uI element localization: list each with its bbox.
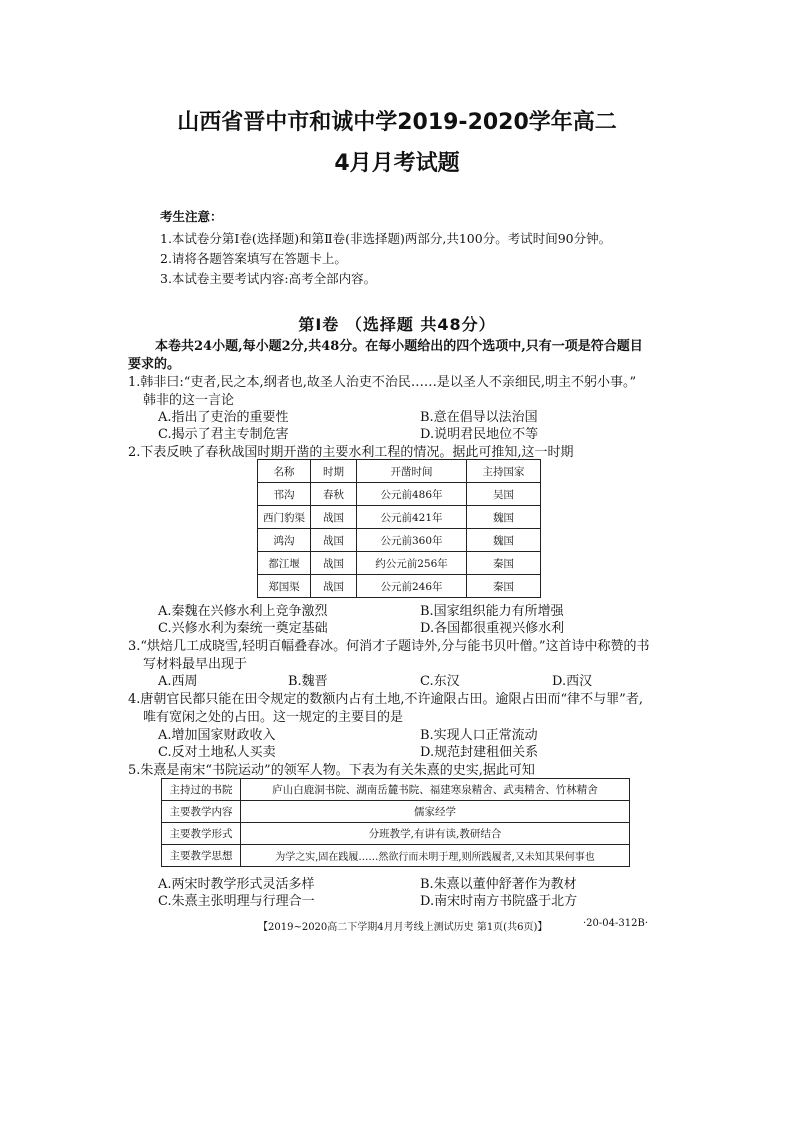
question-1-option-c: C.揭示了君主专制危害 bbox=[158, 427, 289, 442]
table-header: 开凿时间 bbox=[357, 460, 467, 483]
question-3-option-c: C.东汉 bbox=[420, 674, 460, 689]
question-3-option-d: D.西汉 bbox=[552, 674, 593, 689]
notice-heading: 考生注意： bbox=[160, 209, 223, 224]
water-projects-table bbox=[257, 459, 541, 598]
section-intro-cont: 要求的。 bbox=[128, 357, 181, 372]
question-5-option-b: B.朱熹以董仲舒著作为教材 bbox=[420, 877, 577, 892]
page-code: ·20-04-312B· bbox=[583, 918, 648, 929]
table-cell: 战国 bbox=[311, 575, 357, 598]
table-row bbox=[162, 779, 630, 801]
table-cell: 秦国 bbox=[467, 575, 541, 598]
table-cell: 公元前486年 bbox=[357, 483, 467, 506]
question-1-stem: 1.韩非曰:“吏者,民之本,纲者也,故圣人治吏不治民……是以圣人不亲细民,明主不躬小事。” bbox=[128, 375, 637, 390]
section-title: 第Ⅰ卷 （选择题 共48分） bbox=[298, 315, 496, 334]
table-cell: 约公元前256年 bbox=[357, 552, 467, 575]
notice-item: 1.本试卷分第Ⅰ卷(选择题)和第Ⅱ卷(非选择题)两部分,共100分。考试时间90分钟。 bbox=[160, 231, 612, 246]
page-footer: 【2019~2020高二下学期4月月考线上测试历史 第1页(共6页)】 bbox=[258, 922, 548, 933]
question-3-option-b: B.魏晋 bbox=[288, 674, 328, 689]
table-cell: 主要教学思想 bbox=[162, 845, 241, 867]
table-cell: 鸿沟 bbox=[258, 529, 311, 552]
question-4-option-d: D.规范封建租佃关系 bbox=[420, 745, 539, 760]
notice-item: 3.本试卷主要考试内容:高考全部内容。 bbox=[160, 271, 377, 286]
table-header: 主持国家 bbox=[467, 460, 541, 483]
table-row bbox=[162, 801, 630, 823]
question-3-stem-cont: 写材料最早出现于 bbox=[143, 657, 248, 672]
table-row bbox=[258, 552, 541, 575]
table-cell: 分班教学,有讲有读,教研结合 bbox=[241, 823, 630, 845]
question-5-option-a: A.两宋时教学形式灵活多样 bbox=[158, 877, 315, 892]
table-cell: 春秋 bbox=[311, 483, 357, 506]
question-4-option-c: C.反对土地私人买卖 bbox=[158, 745, 276, 760]
question-1-option-b: B.意在倡导以法治国 bbox=[420, 410, 538, 425]
table-cell: 主要教学形式 bbox=[162, 823, 241, 845]
table-row bbox=[258, 575, 541, 598]
table-header: 时期 bbox=[311, 460, 357, 483]
table-cell: 郑国渠 bbox=[258, 575, 311, 598]
exam-subtitle: 4月月考试题 bbox=[334, 151, 460, 176]
question-5-option-d: D.南宋时南方书院盛于北方 bbox=[420, 894, 578, 909]
question-5-option-c: C.朱熹主张明理与行理合一 bbox=[158, 894, 315, 909]
table-cell: 战国 bbox=[311, 529, 357, 552]
table-cell: 战国 bbox=[311, 506, 357, 529]
exam-title: 山西省晋中市和诚中学2019-2020学年高二 bbox=[177, 110, 617, 135]
notice-item: 2.请将各题答案填写在答题卡上。 bbox=[160, 251, 347, 266]
question-4-option-a: A.增加国家财政收入 bbox=[158, 728, 276, 743]
question-2-option-a: A.秦魏在兴修水利上竞争激烈 bbox=[158, 604, 328, 619]
question-5-stem: 5.朱熹是南宋“书院运动”的领军人物。下表为有关朱熹的史实,据此可知 bbox=[128, 763, 535, 778]
table-cell: 吴国 bbox=[467, 483, 541, 506]
question-4-stem: 4.唐朝官民都只能在田令规定的数额内占有土地,不许逾限占田。逾限占田而“律不与罪”者, bbox=[128, 692, 643, 707]
table-cell: 都江堰 bbox=[258, 552, 311, 575]
question-1-option-a: A.指出了吏治的重要性 bbox=[158, 410, 289, 425]
question-3-option-a: A.西周 bbox=[158, 674, 198, 689]
table-cell: 秦国 bbox=[467, 552, 541, 575]
table-cell: 公元前421年 bbox=[357, 506, 467, 529]
question-4-option-b: B.实现人口正常流动 bbox=[420, 728, 538, 743]
table-cell: 西门豹渠 bbox=[258, 506, 311, 529]
question-2-option-b: B.国家组织能力有所增强 bbox=[420, 604, 564, 619]
table-cell: 主要教学内容 bbox=[162, 801, 241, 823]
table-cell: 公元前246年 bbox=[357, 575, 467, 598]
table-cell: 魏国 bbox=[467, 529, 541, 552]
table-cell: 主持过的书院 bbox=[162, 779, 241, 801]
table-header: 名称 bbox=[258, 460, 311, 483]
section-intro: 本卷共24小题,每小题2分,共48分。在每小题给出的四个选项中,只有一项是符合题目 bbox=[155, 339, 643, 354]
table-cell: 儒家经学 bbox=[241, 801, 630, 823]
table-cell: 公元前360年 bbox=[357, 529, 467, 552]
table-cell: 魏国 bbox=[467, 506, 541, 529]
table-row bbox=[162, 823, 630, 845]
table-row bbox=[258, 483, 541, 506]
question-2-option-c: C.兴修水利为秦统一奠定基础 bbox=[158, 621, 328, 636]
table-cell: 邗沟 bbox=[258, 483, 311, 506]
table-header-row bbox=[258, 460, 541, 483]
table-row bbox=[258, 529, 541, 552]
question-2-stem: 2.下表反映了春秋战国时期开凿的主要水利工程的情况。据此可推知,这一时期 bbox=[128, 445, 574, 460]
question-1-option-d: D.说明君民地位不等 bbox=[420, 427, 539, 442]
table-row bbox=[162, 845, 630, 867]
table-cell: 战国 bbox=[311, 552, 357, 575]
question-1-stem-cont: 韩非的这一言论 bbox=[143, 393, 235, 408]
question-3-stem: 3.“烘焙几工成晓雪,轻明百幅叠春冰。何消才子题诗外,分与能书贝叶僧。”这首诗中称赞的书 bbox=[128, 639, 650, 654]
table-row bbox=[258, 506, 541, 529]
question-4-stem-cont: 唯有宽闲之处的占田。这一规定的主要目的是 bbox=[143, 710, 404, 725]
table-cell: 庐山白鹿洞书院、湖南岳麓书院、福建寒泉精舍、武夷精舍、竹林精舍 bbox=[241, 779, 630, 801]
question-2-option-d: D.各国都很重视兴修水利 bbox=[420, 621, 565, 636]
zhuxi-table bbox=[161, 778, 630, 867]
table-cell: 为学之实,固在践履……然欲行而未明于理,则所践履者,又未知其果何事也 bbox=[241, 845, 630, 867]
